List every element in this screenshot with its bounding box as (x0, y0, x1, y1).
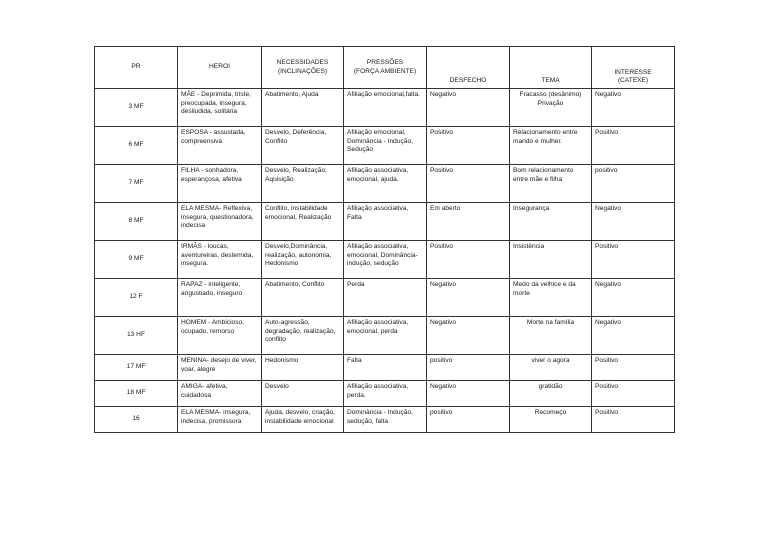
cell-desfecho: positivo (427, 355, 510, 381)
table-row (95, 279, 675, 317)
cell-heroi: IRMÃS - loucas, aventureiras, destemida, insegura. (178, 241, 262, 279)
cell-heroi: ELA MESMA- insegura, indecisa, promissora (178, 407, 262, 433)
cell-heroi: ESPOSA - assustada, compreensiva (178, 127, 262, 165)
cell-pr: 13 HF (95, 317, 178, 355)
cell-pressoes: Perda (344, 279, 427, 317)
cell-desfecho: Negativo (427, 317, 510, 355)
cell-desfecho: Positivo (427, 127, 510, 165)
cell-desfecho: Positivo (427, 165, 510, 203)
cell-desfecho: Negativo (427, 381, 510, 407)
cell-interesse: Negativo (592, 203, 675, 241)
cell-tema: Morte na família (510, 317, 592, 355)
header-pr: PR (95, 47, 178, 89)
cell-desfecho: Negativo (427, 89, 510, 127)
header-pressoes (344, 47, 427, 89)
header-interesse (592, 47, 675, 89)
cell-pr: 6 MF (95, 127, 178, 165)
cell-interesse: Positivo (592, 407, 675, 433)
results-table (94, 46, 675, 433)
cell-heroi: RAPAZ - inteligente, angustiado, inseguro (178, 279, 262, 317)
cell-pr: 8 MF (95, 203, 178, 241)
header-tema: TEMA (510, 47, 592, 89)
cell-heroi: MENINA- desejo de viver, voar, alegre (178, 355, 262, 381)
cell-necessidades: Abatimento, Conflito (262, 279, 344, 317)
cell-heroi: HOMEM - Ambicioso, ocupado, remorso (178, 317, 262, 355)
table-row (95, 355, 675, 381)
cell-necessidades: Desvelo (262, 381, 344, 407)
cell-necessidades: Desvelo, Deferência, Conflito (262, 127, 344, 165)
table-row (95, 407, 675, 433)
cell-pr: 3 MF (95, 89, 178, 127)
cell-interesse: Negativo (592, 279, 675, 317)
cell-tema: Insegurança (510, 203, 592, 241)
header-desfecho: DESFECHO (427, 47, 510, 89)
cell-heroi: MÃE - Deprimida, triste, preocupada, insegura, desiludida, solitária (178, 89, 262, 127)
header-necessidades-line1: NECESSIDADES (276, 58, 329, 66)
cell-necessidades: Desvelo, Realização, Aquisição (262, 165, 344, 203)
cell-necessidades: Ajuda, desvelo, criação, instabilidade emocional (262, 407, 344, 433)
cell-tema: Medo da velhice e da morte (510, 279, 592, 317)
header-pressoes-line1: PRESSÕES (366, 58, 404, 66)
cell-desfecho: Em aberto (427, 203, 510, 241)
cell-tema: Bom relacionamento entre mãe e filha (510, 165, 592, 203)
cell-interesse: Positivo (592, 381, 675, 407)
cell-pr: 12 F (95, 279, 178, 317)
cell-interesse: positivo (592, 165, 675, 203)
cell-necessidades: Abatimento, Ajuda (262, 89, 344, 127)
cell-pressoes: Afiliação associativa, emocional, perda (344, 317, 427, 355)
cell-necessidades: Hedonismo (262, 355, 344, 381)
cell-pressoes: Afiliação emocional, Dominância - Indução, Sedução (344, 127, 427, 165)
cell-pressoes: Afiliação associativa, Falta (344, 203, 427, 241)
cell-pr: 7 MF (95, 165, 178, 203)
table-row (95, 89, 675, 127)
cell-heroi: FILHA - sonhadora, esperançosa, afetiva (178, 165, 262, 203)
table-row (95, 317, 675, 355)
header-pressoes-line2: (FORÇA AMBIENTE) (353, 67, 417, 75)
cell-tema: Insistência (510, 241, 592, 279)
cell-tema: Relacionamento entre marido e mulher. (510, 127, 592, 165)
header-row (95, 47, 675, 89)
cell-necessidades: Conflito, instabilidade emocional, Realização (262, 203, 344, 241)
header-necessidades-line2: (INCLINAÇÕES) (277, 67, 328, 75)
table-row (95, 127, 675, 165)
cell-tema: Fracasso (desânimo) Privação (510, 89, 592, 127)
cell-pressoes: Afiliação emocional,falta. (344, 89, 427, 127)
cell-tema: gratidão (510, 381, 592, 407)
header-necessidades (262, 47, 344, 89)
cell-necessidades: Auto-agressão, degradação, realização, conflito (262, 317, 344, 355)
cell-pr: 17 MF (95, 355, 178, 381)
cell-pr: 9 MF (95, 241, 178, 279)
cell-interesse: Positivo (592, 127, 675, 165)
cell-pressoes: Afiliação associativa, emocional, Dominância-indução, sedução (344, 241, 427, 279)
cell-desfecho: Negativo (427, 279, 510, 317)
cell-pressoes: Dominância - Indução, sedução, falta (344, 407, 427, 433)
header-interesse-line1: INTERESSE (614, 68, 652, 76)
cell-pressoes: Afiliação associativa, perda. (344, 381, 427, 407)
cell-tema: viver o agora (510, 355, 592, 381)
table-row (95, 381, 675, 407)
cell-pressoes: Afiliação associativa, emocional, ajuda. (344, 165, 427, 203)
cell-pressoes: Falta (344, 355, 427, 381)
cell-pr: 18 MF (95, 381, 178, 407)
cell-interesse: Negativo (592, 317, 675, 355)
table-row (95, 241, 675, 279)
cell-desfecho: positivo (427, 407, 510, 433)
cell-interesse: Negativo (592, 89, 675, 127)
table-row (95, 165, 675, 203)
table-row (95, 203, 675, 241)
cell-tema: Recomeço (510, 407, 592, 433)
cell-pr: 16 (95, 407, 178, 433)
cell-interesse: Positivo (592, 241, 675, 279)
cell-heroi: AMIGA- afetiva, cuidadosa (178, 381, 262, 407)
cell-interesse: Positivo (592, 355, 675, 381)
header-heroi: HEROI (178, 47, 262, 89)
cell-desfecho: Positivo (427, 241, 510, 279)
cell-necessidades: Desvelo,Dominância, realização, autonomia, Hedonismo (262, 241, 344, 279)
header-interesse-line2: (CATEXE) (617, 77, 649, 85)
cell-heroi: ELA MESMA- Reflexiva, insegura, questionadora, indecisa (178, 203, 262, 241)
